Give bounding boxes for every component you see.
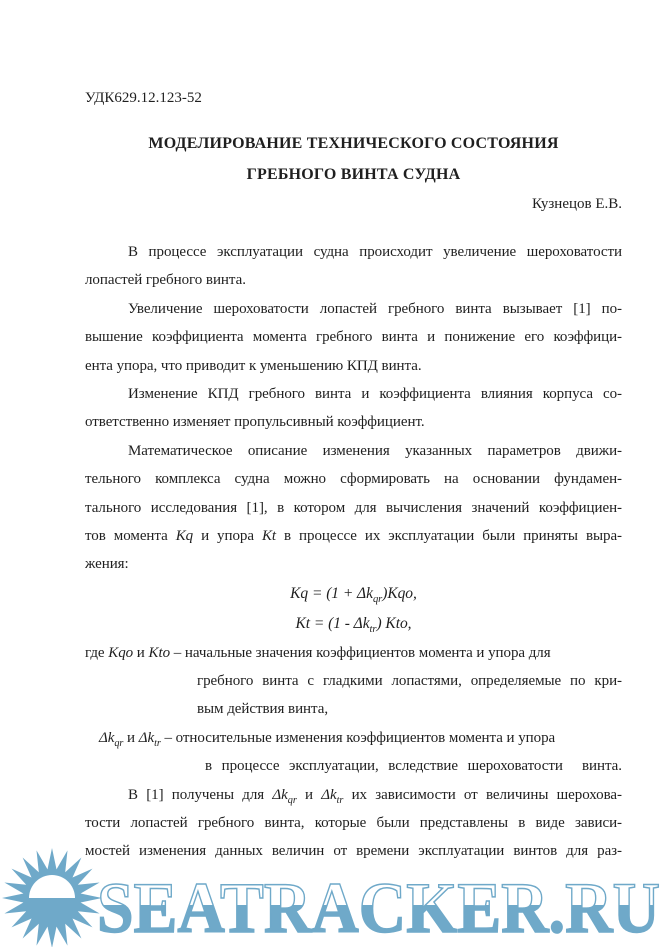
- text-line: мостей изменения данных величин от времени эксплуатации винтов для раз-: [85, 843, 622, 860]
- text-line: лопастей гребного винта.: [85, 272, 246, 289]
- text-line: $\Delta k_{qr}$ и $\Delta k_{tr}$ – относительные изменения коэффициентов момента и упора: [99, 729, 556, 749]
- author-name: Кузнецов Е.В.: [531, 196, 622, 212]
- text-line: тости лопастей гребного винта, которые были представлены в виде зависи-: [85, 815, 622, 832]
- text-line: вым действия винта,: [197, 701, 329, 718]
- text-line: ента упора, что приводит к уменьшению КПД винта.: [85, 357, 422, 374]
- paper-body: [85, 238, 622, 866]
- text-line: в процессе эксплуатации, вследствие шероховатости винта.: [205, 758, 622, 775]
- paper-title-line-2: ГРЕБНОГО ВИНТА СУДНА: [246, 166, 461, 183]
- text-line: В процессе эксплуатации судна происходит увеличение шероховатости: [128, 244, 622, 260]
- formula-kq: $Kq = (1 + \Delta k_{qr})Kqo$,: [290, 584, 417, 605]
- udc-code: УДК629.12.123-52: [85, 90, 202, 106]
- text-line: где Kqo и Kto – начальные значения коэффициентов момента и упора для: [85, 644, 551, 661]
- text-line: тов момента Kq и упора Kt в процессе их эксплуатации были приняты выра-: [85, 527, 622, 544]
- formula-kt: $Kt = (1 - \Delta k_{tr})$ Kto,: [295, 614, 412, 635]
- text-line: тельного комплекса судна можно сформировать на основании фундамен-: [85, 471, 622, 488]
- text-line: Изменение КПД гребного винта и коэффициента влияния корпуса со-: [128, 385, 622, 402]
- text-line: гребного винта с гладкими лопастями, определяемые по кри-: [197, 673, 622, 690]
- text-line: Математическое описание изменения указанных параметров движи-: [128, 442, 622, 459]
- text-line: жения:: [85, 556, 129, 573]
- text-line: тального исследования [1], в котором для вычисления значений коэффициен-: [85, 499, 622, 516]
- seatracker-watermark: [0, 845, 663, 947]
- paper-title: [85, 128, 622, 190]
- text-line: вышение коэффициента момента гребного винта и понижение его коэффици-: [85, 329, 622, 346]
- sun-over-sea-icon: [2, 848, 102, 947]
- text-line: ответственно изменяет пропульсивный коэффициент.: [85, 414, 425, 431]
- text-line: В [1] получены для $\Delta k_{qr}$ и $\Delta k_{tr}$ их зависимости от величины шерохова-: [128, 786, 622, 806]
- watermark-text: SEATRACKER.RU: [97, 868, 660, 947]
- text-line: Увеличение шероховатости лопастей гребного винта вызывает [1] по-: [128, 300, 622, 317]
- paper-title-line-1: МОДЕЛИРОВАНИЕ ТЕХНИЧЕСКОГО СОСТОЯНИЯ: [148, 135, 559, 152]
